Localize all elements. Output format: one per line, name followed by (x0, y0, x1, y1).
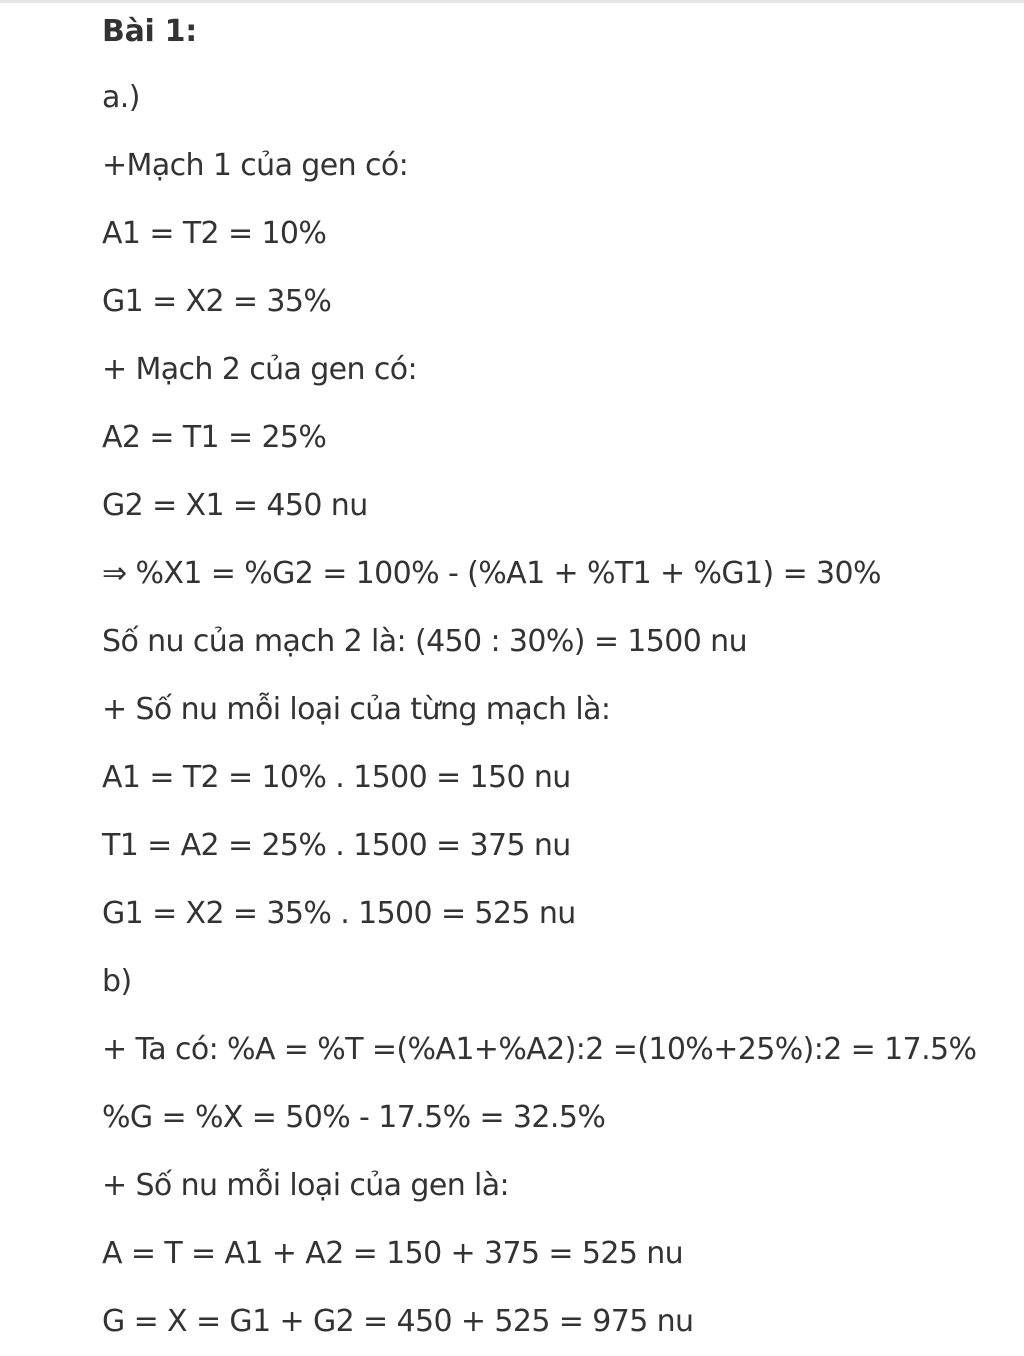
x1-percent-line: ⇒ %X1 = %G2 = 100% - (%A1 + %T1 + %G1) = 30% (102, 556, 881, 591)
part-a-heading: a.) (102, 80, 140, 115)
t1-count-line: T1 = A2 = 25% . 1500 = 375 nu (102, 828, 571, 863)
percent-g-x-line: %G = %X = 50% - 17.5% = 32.5% (102, 1100, 606, 1135)
strand-1-a-line: A1 = T2 = 10% (102, 216, 327, 251)
percent-a-t-line: + Ta có: %A = %T =(%A1+%A2):2 =(10%+25%):2 = 17.5% (102, 1032, 977, 1067)
exercise-title: Bài 1: (102, 14, 197, 49)
a1-count-line: A1 = T2 = 10% . 1500 = 150 nu (102, 760, 571, 795)
gene-counts-heading: + Số nu mỗi loại của gen là: (102, 1168, 510, 1203)
strand-2-heading: + Mạch 2 của gen có: (102, 352, 418, 387)
g1-count-line: G1 = X2 = 35% . 1500 = 525 nu (102, 896, 576, 931)
strand-2-total-line: Số nu của mạch 2 là: (450 : 30%) = 1500 nu (102, 624, 748, 659)
gene-g-x-count-line: G = X = G1 + G2 = 450 + 525 = 975 nu (102, 1304, 694, 1339)
strand-2-g-line: G2 = X1 = 450 nu (102, 488, 368, 523)
gene-a-t-count-line: A = T = A1 + A2 = 150 + 375 = 525 nu (102, 1236, 684, 1271)
per-strand-counts-heading: + Số nu mỗi loại của từng mạch là: (102, 692, 611, 727)
strand-1-heading: +Mạch 1 của gen có: (102, 148, 409, 183)
part-b-heading: b) (102, 964, 132, 999)
solution-document (102, 0, 1002, 1356)
strand-2-a-line: A2 = T1 = 25% (102, 420, 327, 455)
strand-1-g-line: G1 = X2 = 35% (102, 284, 332, 319)
